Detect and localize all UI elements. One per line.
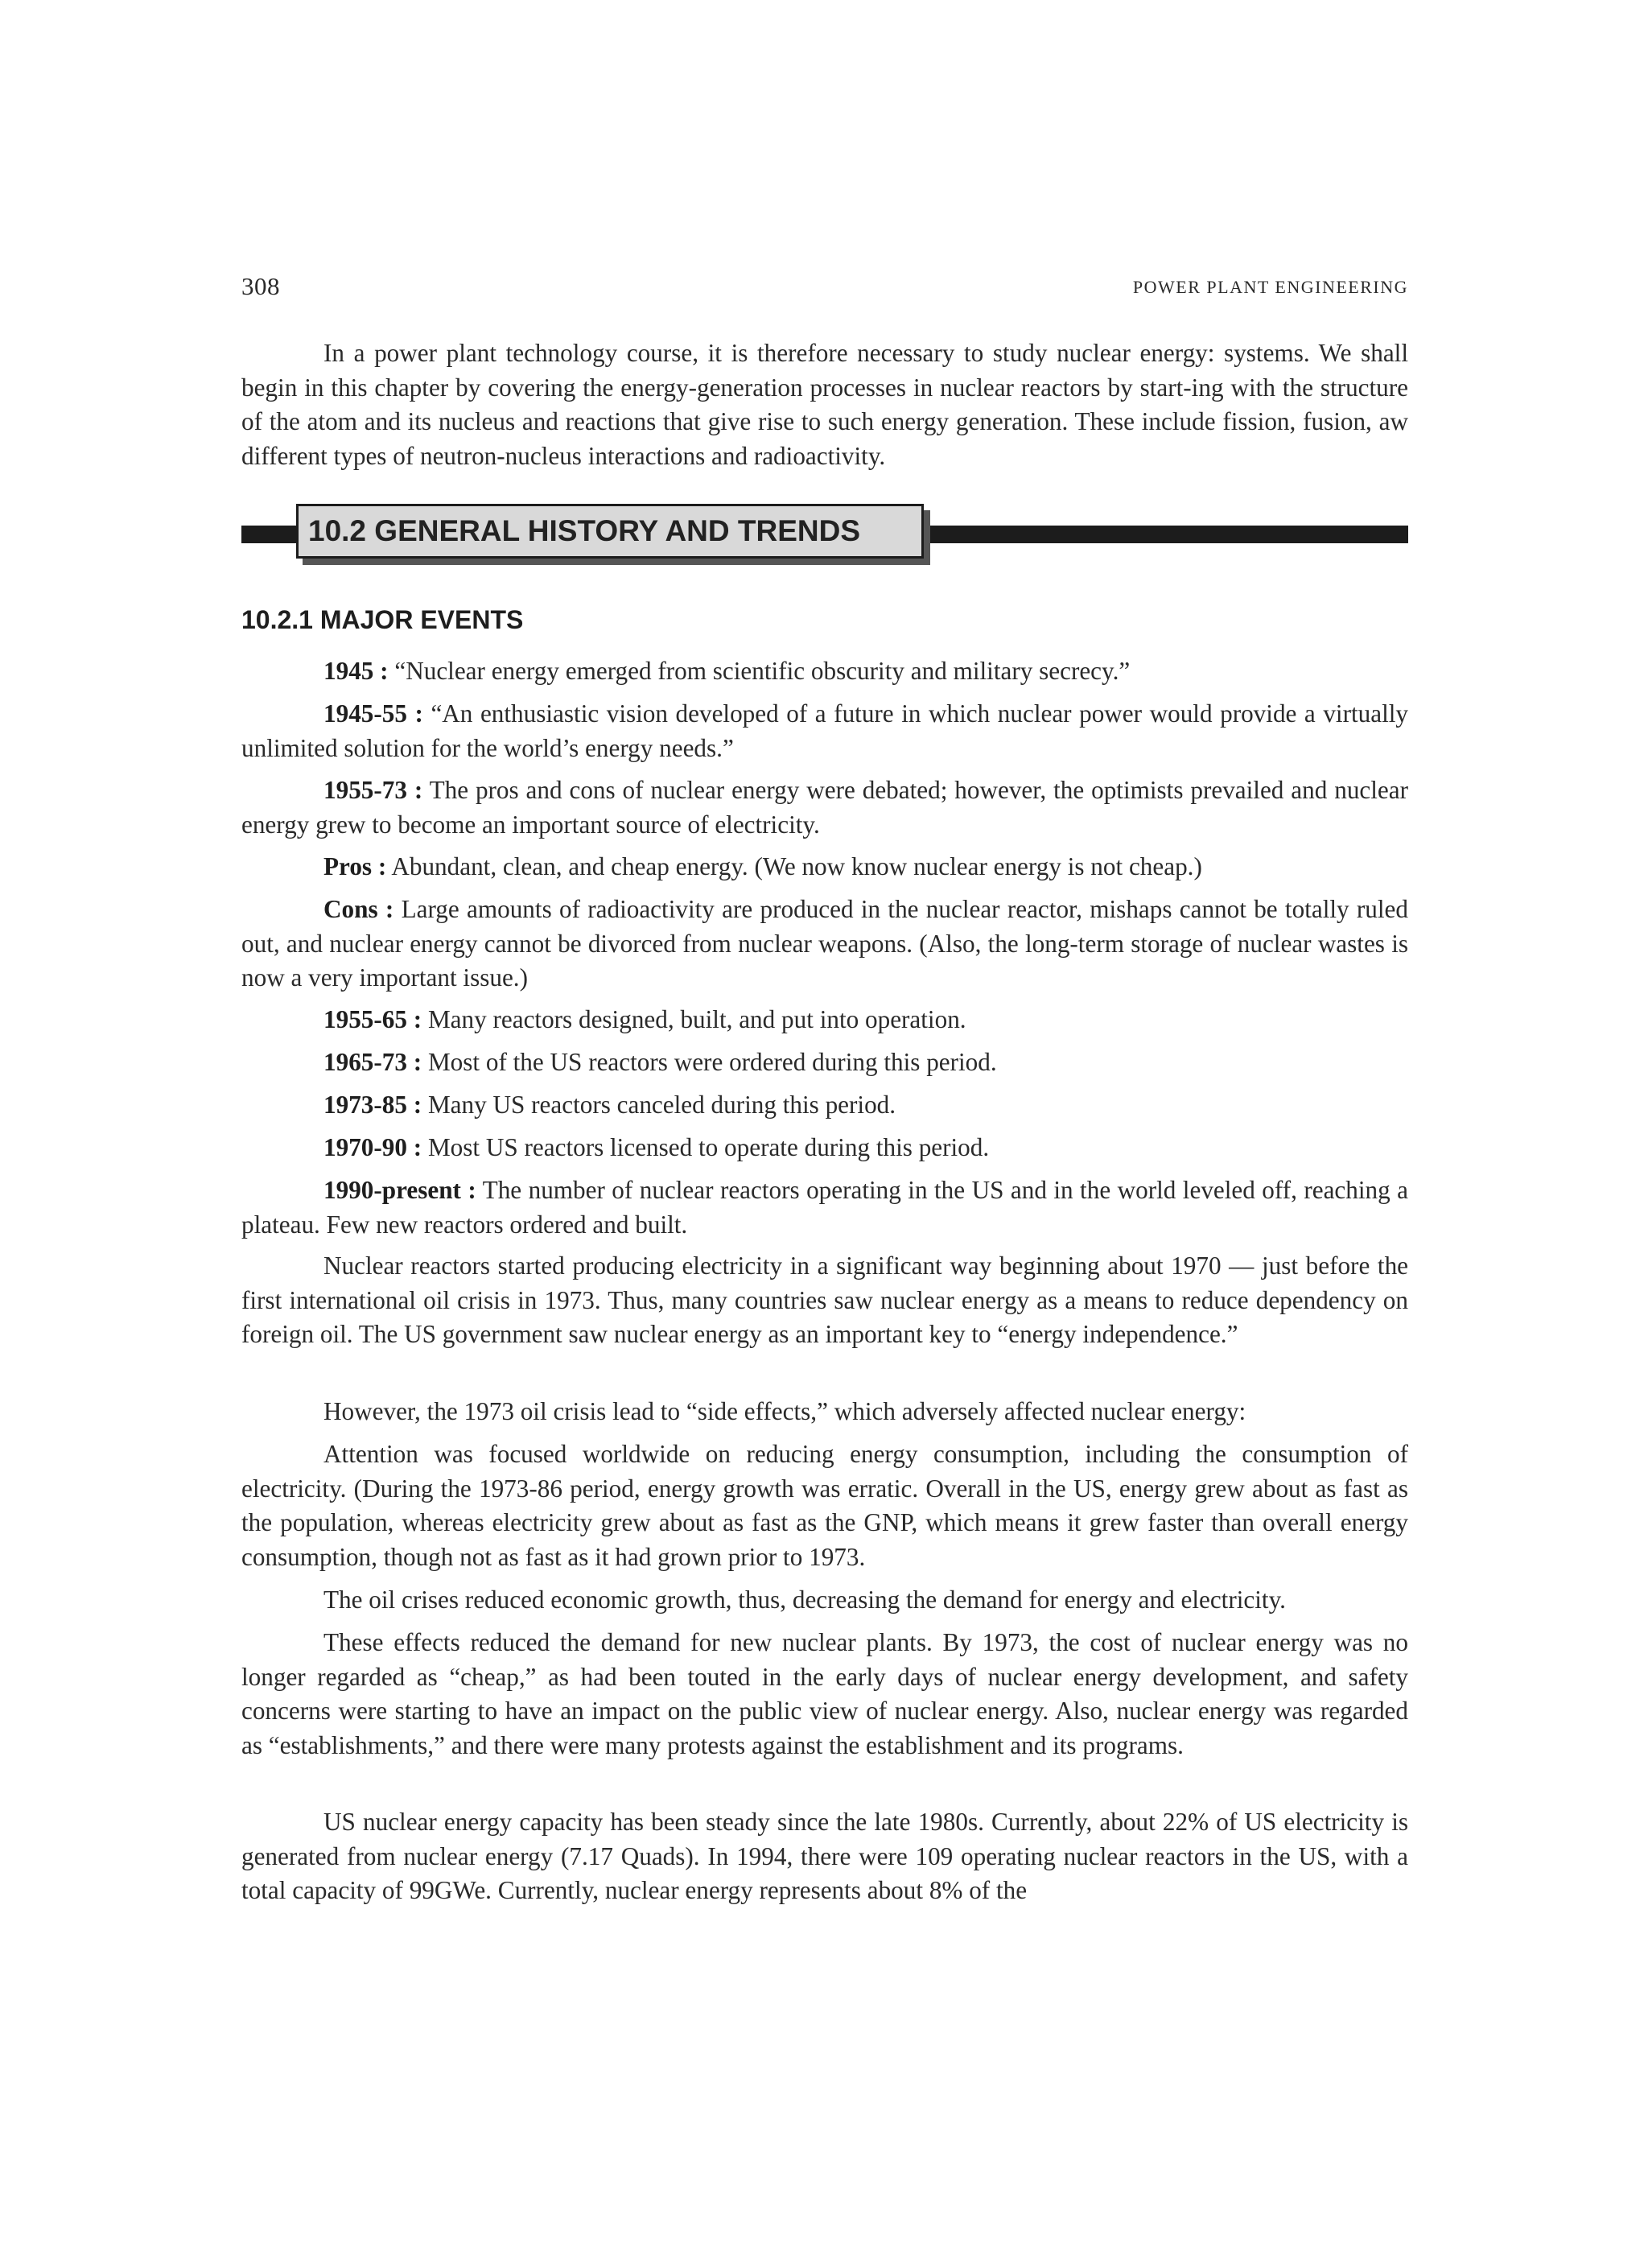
- paragraph-economic-growth: The oil crises reduced economic growth, thus, decreasing the demand for energy and electricity.: [323, 1586, 1286, 1614]
- event-1965-73: [241, 1045, 1408, 1080]
- event-label: 1970-90 :: [323, 1133, 422, 1161]
- event-label: Cons :: [323, 895, 394, 923]
- intro-paragraph: In a power plant technology course, it is therefore necessary to study nuclear energy: systems. We shall begin in this chapter by covering the energy-generation processes in nuclear reactors by start-ing with the structure of the atom and its nucleus and reactions that give rise to such energy generation. These include fission, fusion, aw different types of neutron-nucleus interactions and radioactivity.: [241, 339, 1408, 470]
- event-label: 1990-present :: [323, 1176, 476, 1204]
- event-label: 1973-85 :: [323, 1091, 422, 1119]
- event-text: Most US reactors licensed to operate during this period.: [422, 1133, 990, 1161]
- event-label: 1955-73 :: [323, 776, 423, 804]
- event-1970-90: [241, 1131, 1408, 1165]
- paragraph-side-effects: However, the 1973 oil crisis lead to “side effects,” which adversely affected nuclear energy:: [323, 1397, 1246, 1425]
- paragraph-oil-crisis: Nuclear reactors started producing electricity in a significant way beginning about 1970 — just before the first international oil crisis in 1973. Thus, many countries saw nuclear energy as a means to reduce dependency on foreign oil. The US government saw nuclear energy as an important key to “energy independence.”: [241, 1252, 1408, 1348]
- subsection-heading: 10.2.1 MAJOR EVENTS: [241, 605, 524, 634]
- running-head: [241, 272, 1408, 312]
- event-text: The number of nuclear reactors operating in the US and in the world leveled off, reaching a plateau. Few new reactors ordered and built.: [241, 1176, 1408, 1239]
- page-number: 308: [241, 272, 280, 300]
- event-text: Abundant, clean, and cheap energy. (We now know nuclear energy is not cheap.): [386, 852, 1202, 880]
- event-label: 1945-55 :: [323, 699, 423, 728]
- event-label: 1965-73 :: [323, 1048, 422, 1076]
- event-pros: [241, 850, 1408, 885]
- paragraph-consumption: Attention was focused worldwide on reducing energy consumption, including the consumption of electricity. (During the 1973-86 period, energy growth was erratic. Overall in the US, energy grew about as fast as the population, whereas electricity grew about as fast as the GNP, which means it grew faster than overall energy consumption, though not as fast as it had grown prior to 1973.: [241, 1440, 1408, 1571]
- event-label: 1955-65 :: [323, 1005, 422, 1033]
- section-heading: 10.2 GENERAL HISTORY AND TRENDS: [296, 504, 924, 559]
- event-text: Large amounts of radioactivity are produced in the nuclear reactor, mishaps cannot be totally ruled out, and nuclear energy cannot be divorced from nuclear weapons. (Also, the long-term storage of nuclear wastes is now a very important issue.): [241, 895, 1408, 992]
- paragraph-capacity: US nuclear energy capacity has been steady since the late 1980s. Currently, about 22% of US electricity is generated from nuclear energy (7.17 Quads). In 1994, there were 109 operating nuclear reactors in the US, with a total capacity of 99GWe. Currently, nuclear energy represents about 8% of the: [241, 1808, 1408, 1904]
- event-1955-73: [241, 773, 1408, 842]
- event-text: Most of the US reactors were ordered during this period.: [422, 1048, 997, 1076]
- event-text: Many reactors designed, built, and put into operation.: [422, 1005, 966, 1033]
- event-text: “Nuclear energy emerged from scientific obscurity and military secrecy.”: [388, 657, 1131, 685]
- event-label: 1945 :: [323, 657, 389, 685]
- event-1990-present: [241, 1173, 1408, 1242]
- event-text: The pros and cons of nuclear energy were debated; however, the optimists prevailed and nuclear energy grew to become an important source of electricity.: [241, 776, 1408, 839]
- paragraph-demand: These effects reduced the demand for new nuclear plants. By 1973, the cost of nuclear energy was no longer regarded as “cheap,” as had been touted in the early days of nuclear energy development, and safety concerns were starting to have an impact on the public view of nuclear energy. Also, nuclear energy was regarded as “establishments,” and there were many protests against the establishment and its programs.: [241, 1628, 1408, 1759]
- event-text: Many US reactors canceled during this period.: [422, 1091, 896, 1119]
- event-cons: [241, 893, 1408, 996]
- event-1945: [241, 654, 1408, 689]
- event-1945-55: [241, 697, 1408, 765]
- event-1955-65: [241, 1003, 1408, 1037]
- event-label: Pros :: [323, 852, 387, 880]
- book-title: POWER PLANT ENGINEERING: [1132, 277, 1408, 297]
- event-1973-85: [241, 1088, 1408, 1123]
- event-text: “An enthusiastic vision developed of a future in which nuclear power would provide a virtually unlimited solution for the world’s energy needs.”: [241, 699, 1408, 762]
